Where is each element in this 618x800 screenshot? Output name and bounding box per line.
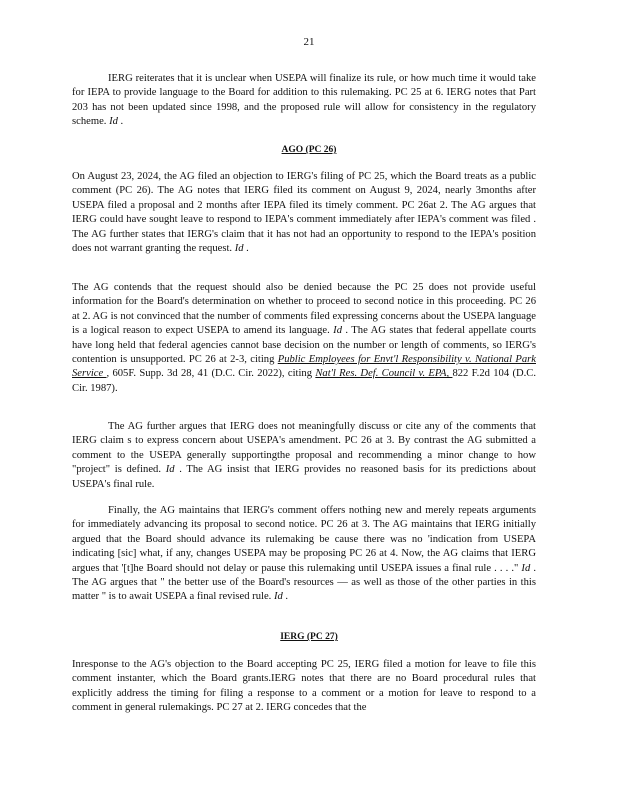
paragraph-text: , 605F. Supp. 3d 28, 41 (D.C. Cir. 2022), citing [106,368,316,380]
paragraph-text: IERG reiterates that it is unclear when USEPA will finalize its rule, or how much time it would take for IEPA to provide language to the Board for addition to this rulemaking. PC 25 at 6. IERG notes that Part 203 has not been updated since 1998, and the proposed rule will allow for consistency in the regulatory scheme. [72,73,536,128]
citation-id: Id [273,591,283,603]
section-heading-ago [0,145,618,155]
paragraph-text: Inresponse to the AG's objection to the Board accepting PC 25, IERG filed a motion for leave to file this comment instanter, which the Board grants.IERG notes that there are no Board procedural rules that explicitly address the timing for filing a response to a comment or a motion for leave to respond to a comment in general rulemakings. PC 27 at 2. IERG concedes that the [72,659,536,714]
paragraph-ag-maintains [72,504,536,605]
paragraph-text: The AG further argues that IERG does not meaningfully discuss or cite any of the comments that IERG claim s to express concern about USEPA's amendment. PC 26 at 3. By contrast the AG submitted a comment to the USEPA generally supportingthe proposal and recommending a minor change to how "project" is defined. [72,421,536,476]
citation-id: Id [109,116,118,128]
paragraph-text: The AG contends that the request should also be denied because the PC 25 does not provide useful information for the Board's determination on whether to proceed to second notice in this proceeding. PC 26 at 2. AG is not convinced that the number of comments filed expressing concerns about the USEPA language is a logical reason to expect USEPA to amend its language. [72,282,536,337]
citation-id: Id [165,464,175,476]
case-citation: Public Employees for Envt'l Responsibility v. National Park Service [72,354,536,380]
citation-id: Id [521,562,531,574]
paragraph-ierg-reiterates: IERG reiterates that it is unclear when USEPA will finalize its rule, or how much time it would take for IEPA to provide language to the Board for addition to this rulemaking. PC 25 at 6. IERG notes that Part 203 has not been updated since 1998, and the proposed rule will allow for consistency in the regulatory scheme. Id . [72,73,536,128]
page-number: 21 [303,36,315,48]
paragraph-text: 822 F.2d 104 (D.C. Cir. 1987). [72,368,536,394]
citation-id: Id [234,243,244,255]
paragraph-ag-further-argues [72,420,536,492]
heading-text: AGO (PC 26) [281,145,337,155]
paragraph-text: . [282,591,289,603]
paragraph-ag-contends [72,281,536,396]
paragraph-text: . The AG insist that IERG provides no reasoned basis for its predictions about USEPA's final rule. [72,464,536,490]
heading-text: IERG (PC 27) [280,632,338,642]
paragraph-ag-objection: On August 23, 2024, the AG filed an objection to IERG's filing of PC 25, which the Board treats as a public comment (PC 26). The AG notes that IERG filed its comment on August 9, 2024, nearly 3months after USEPA filed a proposal and 2 months after IEPA filed its timely comment. PC 26at 2. The AG argues that IERG could have sought leave to respond to IEPA's comment immediately after IEPA's comment was filed . The AG further states that IERG's claim that it has not had an opportunity to respond to the IEPA's position does not warrant granting the request. Id . [72,171,536,255]
paragraph-text: . The AG argues that " the better use of the Board's resources — as well as those of the other parties in this matter " is to await USEPA a final revised rule. [72,562,536,603]
paragraph-text: On August 23, 2024, the AG filed an objection to IERG's filing of PC 25, which the Board treats as a public comment (PC 26). The AG notes that IERG filed its comment on August 9, 2024, nearly 3months after USEPA filed a proposal and 2 months after IEPA filed its timely comment. PC 26at 2. The AG argues that IERG could have sought leave to respond to IEPA's comment immediately after IEPA's comment was filed . The AG further states that IERG's claim that it has not had an opportunity to respond to the IEPA's position does not warrant granting the request. [72,171,536,255]
section-heading-ierg [0,632,618,642]
paragraph-text: Finally, the AG maintains that IERG's comment offers nothing new and merely repeats arguments for immediately advancing its proposal to second notice. PC 26 at 3. The AG maintains that IERG initially argued that the Board should advance its rulemaking be cause there was no 'indication from USEPA indicating [sic] what, if any, changes USEPA may be proposing PC 26 at 4. Now, the AG claims that IERG argues that '[t]he Board should not delay or pause this rulemaking until USEPA issues a final rule . . . ." [72,505,536,574]
paragraph-text: . The AG states that federal appellate courts have long held that federal agencies cannot base decision on the number or length of comments, so IERG's contention is unsupported. PC 26 at 2-3, citing [72,325,536,366]
paragraph-ierg-response [72,658,536,716]
citation-id: Id [333,325,342,337]
case-citation: Nat'l Res. Def. Council v. EPA, [315,368,453,380]
